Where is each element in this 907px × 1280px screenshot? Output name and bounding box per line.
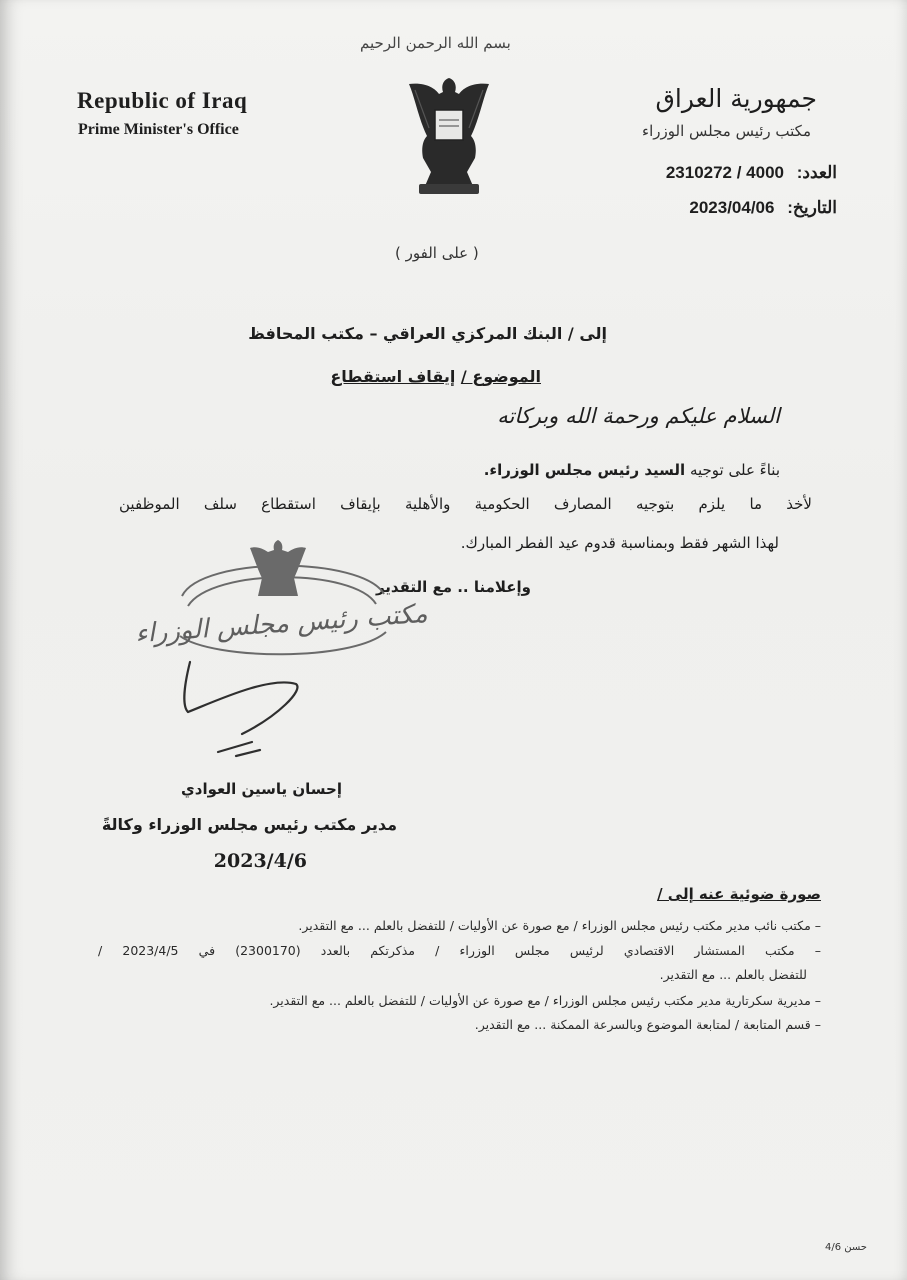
reference-date-label: التاريخ: (787, 198, 837, 217)
body-line-2: لأخذ ما يلزم بتوجيه المصارف الحكومية والأهلية بإيقاف استقطاع سلف الموظفين (119, 495, 812, 513)
copy-item: – مكتب نائب مدير مكتب رئيس مجلس الوزراء / مع صورة عن الأوليات / للتفضل بالعلم ... مع التقدير. (298, 918, 821, 933)
subject-value: إيقاف استقطاع (330, 367, 456, 386)
copy-item: – قسم المتابعة / لمتابعة الموضوع وبالسرعة الممكنة ... مع التقدير. (474, 1017, 821, 1032)
signer-name: إحسان ياسين العوادي (181, 780, 342, 798)
copies-title (657, 885, 821, 903)
subject-line (330, 367, 541, 386)
reference-number-value: 2310272 / 4000 (665, 163, 784, 182)
copy-item: – مكتب المستشار الاقتصادي لرئيس مجلس الوزراء / مذكرتكم بالعدد (2300170) في 2023/4/5 / (98, 943, 822, 958)
page-footer-note: حسن 4/6 (825, 1242, 867, 1253)
urgency-note: ( على الفور ) (395, 244, 479, 262)
english-office-name: Prime Minister's Office (78, 121, 239, 138)
arabic-country-name: جمهورية العراق (655, 84, 817, 113)
body-line-1 (484, 461, 780, 479)
closing-line: وإعلامنا .. مع التقدير (375, 578, 531, 596)
arabic-office-name: مكتب رئيس مجلس الوزراء (642, 122, 811, 140)
reference-date-value: 2023/04/06 (689, 198, 775, 217)
signer-title: مدير مكتب رئيس مجلس الوزراء وكالةً (101, 815, 397, 834)
copies-title-text: صورة ضوئية عنه إلى / (657, 885, 821, 903)
reference-number-label: العدد: (796, 163, 837, 182)
iraq-eagle-emblem-icon (405, 76, 493, 198)
english-country-name: Republic of Iraq (77, 88, 248, 113)
handwritten-signature (178, 656, 318, 762)
basmala: بسم الله الرحمن الرحيم (360, 34, 511, 52)
addressee: إلى / البنك المركزي العراقي – مكتب المحافظ (248, 324, 607, 343)
body-line-3: لهذا الشهر فقط وبمناسبة قدوم عيد الفطر المبارك. (460, 534, 779, 552)
copy-item: – مديرية سكرتارية مدير مكتب رئيس مجلس الوزراء / مع صورة عن الأوليات / للتفضل بالعلم ... مع التقدير. (269, 993, 821, 1008)
stamp-text: مكتب رئيس مجلس الوزراء (134, 598, 429, 650)
body-line-1-bold: السيد رئيس مجلس الوزراء. (483, 461, 686, 479)
subject-label: الموضوع / (460, 367, 541, 386)
body-line-1-prefix: بناءً على توجيه (685, 461, 780, 479)
reference-number (666, 163, 837, 183)
signature-date: 2023/4/6 (213, 850, 307, 872)
reference-date (689, 198, 837, 218)
copy-item-continuation: للتفضل بالعلم ... مع التقدير. (659, 967, 807, 982)
greeting: السلام عليكم ورحمة الله وبركاته (497, 404, 780, 428)
office-stamp (134, 536, 429, 671)
